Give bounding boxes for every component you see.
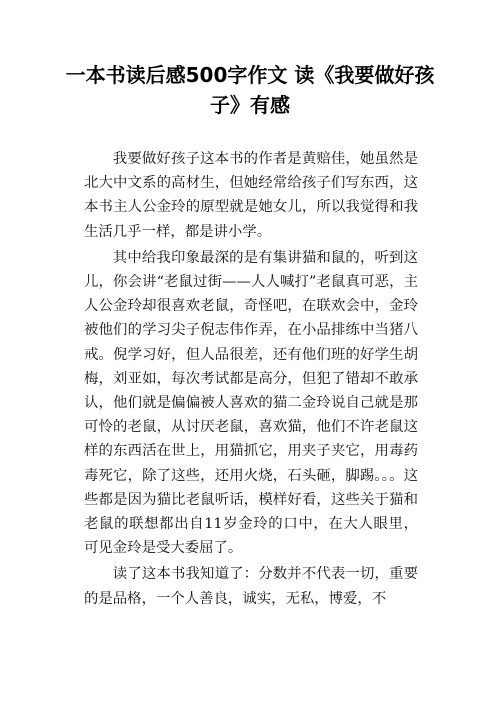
document-body [84, 147, 418, 613]
document-title: 一本书读后感500字作文 读《我要做好孩子》有感 [65, 63, 435, 117]
paragraph: 读了这本书我知道了：分数并不代表一切，重要的是品格，一个人善良，诚实，无私，博爱，不 [84, 566, 418, 607]
paragraph: 其中给我印象最深的是有集讲猫和鼠的，听到这儿，你会讲“老鼠过街——人人喊打”老鼠真可恶，主人公金玲却很喜欢老鼠，奇怪吧，在联欢会中，金玲被他们的学习尖子倪志伟作弄，在小品排练中当猪八戒。倪学习好，但人品很差，还有他们班的好学生胡梅，刘亚如，每次考试都是高分，但犯了错却不敢承认，他们就是偏偏被人喜欢的猫二金玲说自己就是那可怜的老鼠，从讨厌老鼠，喜欢猫，他们不许老鼠这样的东西活在世上，用猫抓它，用夹子夹它，用毒药毒死它，除了这些，还用火烧，石头砸，脚踢。。。这些都是因为猫比老鼠听话，模样好看，这些关于猫和老鼠的联想都出自11岁金玲的口中，在大人眼里，可见金玲是受大委屈了。 [84, 249, 418, 557]
paragraph: 我要做好孩子这本书的作者是黄赔佳，她虽然是北大中文系的高材生，但她经常给孩子们写东西，这本书主人公金玲的原型就是她女儿，所以我觉得和我生活几乎一样，都是讲小学。 [84, 151, 418, 240]
